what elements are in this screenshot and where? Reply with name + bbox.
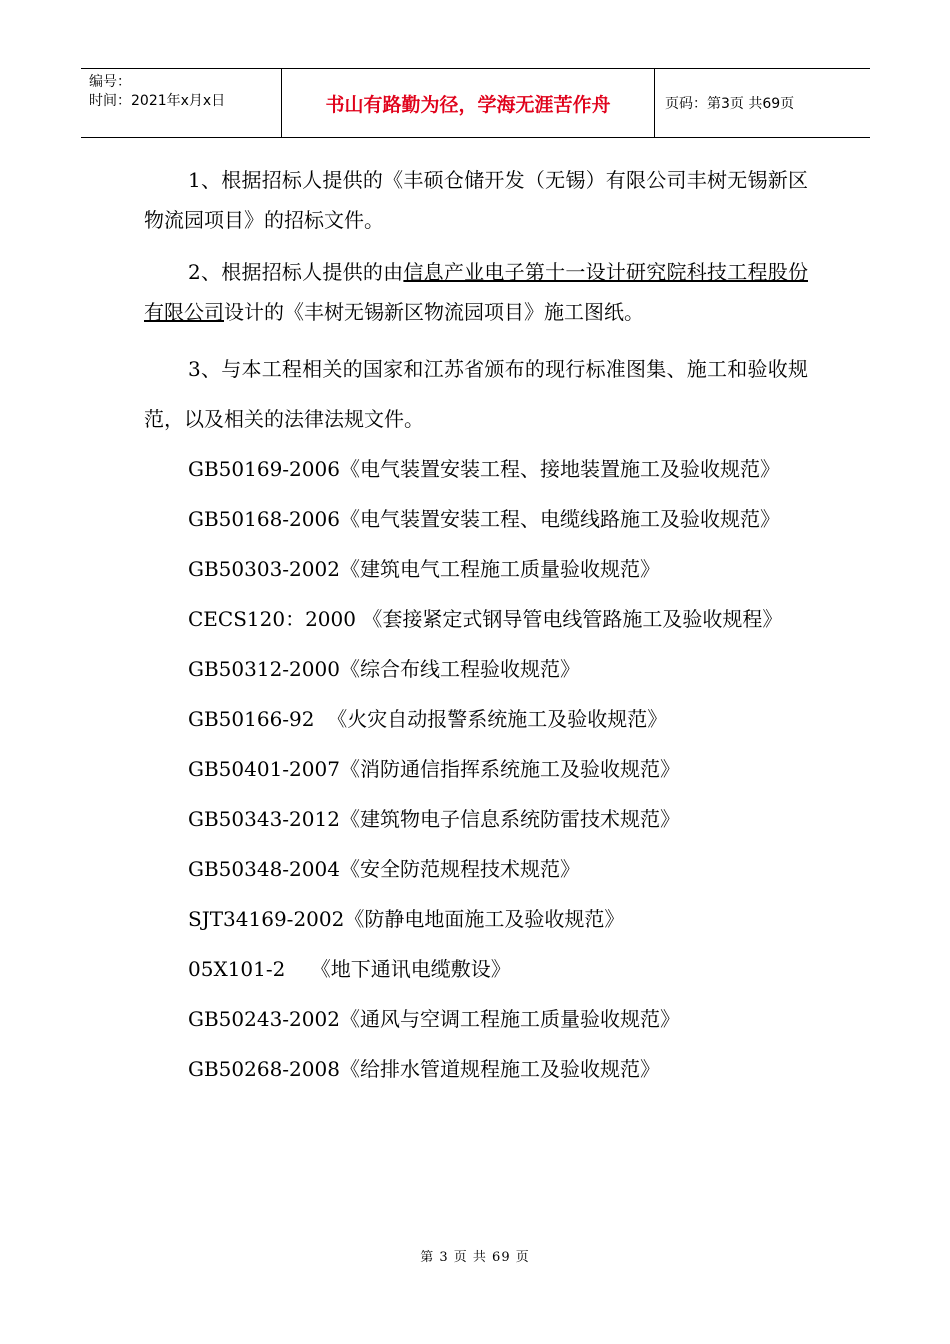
standard-item: GB50348-2004《安全防范规程技术规范》 (188, 857, 580, 881)
paragraph-3: 3、与本工程相关的国家和江苏省颁布的现行标准图集、施工和验收规范，以及相关的法律法规文件。 (144, 357, 808, 431)
paragraph-2-prefix: 2、根据招标人提供的由 (188, 260, 404, 284)
standard-item: GB50312-2000《综合布线工程验收规范》 (188, 657, 580, 681)
header-meta (81, 69, 282, 137)
header-page-info: 页码：第3页 共69页 (665, 96, 795, 112)
paragraph-1: 1、根据招标人提供的《丰硕仓储开发（无锡）有限公司丰树无锡新区物流园项目》的招标文件。 (144, 168, 808, 232)
header-motto: 书山有路勤为径，学海无涯苦作舟 (282, 69, 655, 137)
standard-item: GB50268-2008《给排水管道规程施工及验收规范》 (188, 1057, 660, 1081)
code-label: 编号： (89, 74, 131, 90)
paragraph-2 (144, 252, 808, 332)
page-footer: 第 3 页 共 69 页 (420, 1250, 530, 1265)
standard-item: GB50401-2007《消防通信指挥系统施工及验收规范》 (188, 757, 680, 781)
standard-item: GB50166-92 《火灾自动报警系统施工及验收规范》 (188, 707, 668, 731)
standard-item: GB50243-2002《通风与空调工程施工质量验收规范》 (188, 1007, 680, 1031)
standard-item: SJT34169-2002《防静电地面施工及验收规范》 (188, 907, 625, 931)
document-body (144, 160, 808, 1094)
standard-item: GB50169-2006《电气装置安装工程、接地装置施工及验收规范》 (188, 457, 780, 481)
standard-item: GB50303-2002《建筑电气工程施工质量验收规范》 (188, 557, 660, 581)
designer-company-name: 信息产业电子第十一设计研究院科技工程股份有限公司 (144, 260, 808, 324)
standard-item: GB50168-2006《电气装置安装工程、电缆线路施工及验收规范》 (188, 507, 780, 531)
page-header (81, 68, 870, 138)
standard-item: 05X101-2 《地下通讯电缆敷设》 (188, 957, 511, 981)
paragraph-2-suffix: 设计的《丰树无锡新区物流园项目》施工图纸。 (224, 300, 644, 324)
standard-item: GB50343-2012《建筑物电子信息系统防雷技术规范》 (188, 807, 680, 831)
standards-list (144, 444, 808, 1094)
standard-item: CECS120：2000 《套接紧定式钢导管电线管路施工及验收规程》 (188, 607, 783, 631)
time-label: 时间：2021年x月x日 (89, 93, 226, 109)
